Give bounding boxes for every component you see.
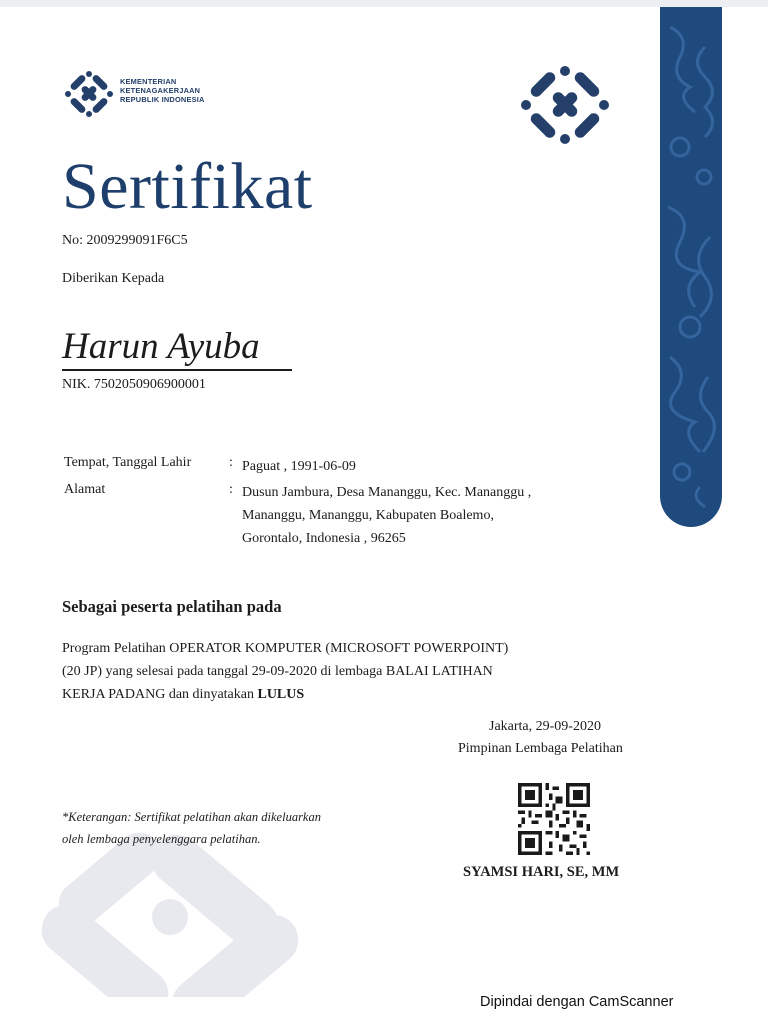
address-label: Alamat [64, 482, 106, 497]
certificate-page [20, 7, 760, 997]
address-line: Dusun Jambura, Desa Mananggu, Kec. Mananggu , [242, 485, 532, 500]
name-underline [62, 369, 292, 371]
training-line-last [62, 683, 617, 706]
ministry-name-line: REPUBLIK INDONESIA [120, 95, 205, 104]
given-to-label: Diberikan Kepada [62, 271, 165, 286]
training-line: KERJA PADANG dan dinyatakan [62, 687, 258, 702]
footnote-line: *Keterangan: Sertifikat pelatihan akan dikeluarkan [62, 810, 321, 824]
result-status: LULUS [257, 687, 305, 702]
footnote-line: oleh lembaga penyelenggara pelatihan. [62, 832, 261, 846]
participant-heading: Sebagai peserta pelatihan pada [62, 597, 282, 616]
batik-pattern-icon [660, 7, 722, 527]
birth-label: Tempat, Tanggal Lahir [64, 455, 192, 470]
sign-position: Pimpinan Lembaga Pelatihan [458, 741, 623, 756]
kemnaker-logo-icon [64, 69, 114, 119]
certificate-number: No: 2009299091F6C5 [62, 233, 188, 248]
signer-name: SYAMSI HARI, SE, MM [463, 864, 620, 880]
ministry-name [120, 77, 205, 104]
scanner-watermark-text: Dipindai dengan CamScanner [480, 994, 674, 1010]
certificate-title: Sertifikat [62, 150, 313, 223]
birth-value: Paguat , 1991-06-09 [242, 459, 356, 474]
birth-separator: : [229, 455, 233, 470]
training-line: Program Pelatihan OPERATOR KOMPUTER (MICROSOFT POWERPOINT) [62, 641, 509, 656]
kemnaker-emblem-icon [520, 65, 610, 150]
decorative-side-band [660, 7, 722, 527]
training-description [62, 637, 617, 706]
ministry-name-line: KETENAGAKERJAAN [120, 86, 201, 95]
nik-number: NIK. 7502050906900001 [62, 377, 206, 392]
sign-place-date: Jakarta, 29-09-2020 [489, 719, 601, 734]
ministry-name-line: KEMENTERIAN [120, 77, 177, 86]
address-separator: : [229, 482, 233, 497]
recipient-name: Harun Ayuba [62, 326, 260, 367]
training-line: (20 JP) yang selesai pada tanggal 29-09-2020 di lembaga BALAI LATIHAN [62, 664, 493, 679]
footnote [62, 806, 392, 850]
address-value [242, 481, 612, 550]
scan-edge [0, 0, 768, 7]
address-line: Gorontalo, Indonesia , 96265 [242, 531, 406, 546]
qr-code-icon [517, 783, 591, 860]
address-line: Mananggu, Mananggu, Kabupaten Boalemo, [242, 508, 494, 523]
